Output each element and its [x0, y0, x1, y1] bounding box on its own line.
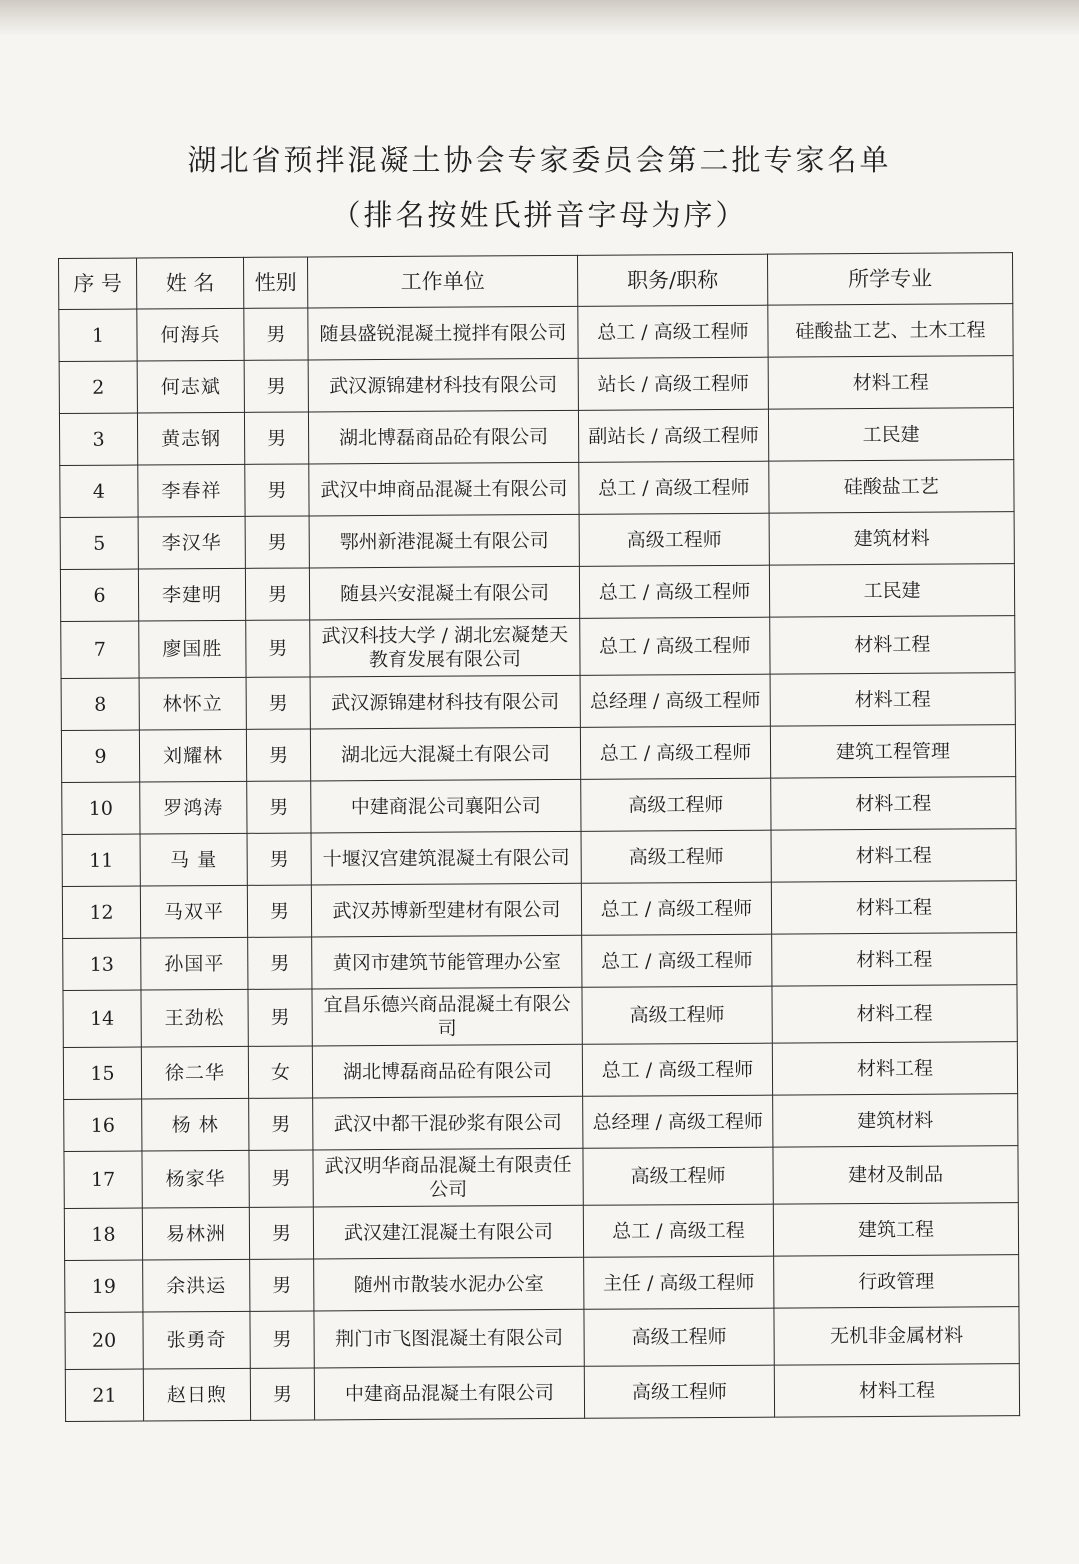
- cell-unit: 湖北博磊商品砼有限公司: [308, 410, 578, 464]
- cell-unit: 武汉源锦建材科技有限公司: [310, 675, 580, 729]
- cell-title: 总工 / 高级工程师: [579, 461, 769, 514]
- cell-name: 罗鸿涛: [140, 781, 247, 834]
- cell-gender: 男: [245, 464, 309, 516]
- cell-gender: 男: [246, 620, 310, 677]
- cell-unit: 十堰汉宫建筑混凝土有限公司: [311, 831, 581, 885]
- cell-title: 总经理 / 高级工程师: [583, 1095, 773, 1148]
- cell-no: 5: [60, 517, 138, 569]
- cell-unit: 武汉苏博新型建材有限公司: [311, 883, 581, 937]
- cell-unit: 武汉源锦建材科技有限公司: [308, 358, 578, 412]
- cell-major: 材料工程: [770, 616, 1015, 674]
- cell-gender: 女: [248, 1046, 312, 1098]
- cell-name: 李建明: [138, 568, 245, 621]
- cell-name: 王劲松: [141, 989, 248, 1047]
- cell-gender: 男: [250, 1259, 314, 1311]
- cell-unit: 武汉中坤商品混凝土有限公司: [309, 462, 579, 516]
- table-row: [61, 725, 1015, 783]
- cell-major: 建筑工程管理: [770, 725, 1015, 778]
- table-row: [62, 777, 1016, 835]
- cell-title: 总工 / 高级工程师: [580, 617, 770, 675]
- cell-no: 19: [65, 1260, 143, 1312]
- cell-unit: 武汉科技大学 / 湖北宏凝楚天教育发展有限公司: [310, 618, 580, 677]
- expert-list-table: [58, 252, 1020, 1422]
- table-row: [65, 1307, 1019, 1370]
- table-row: [61, 673, 1015, 731]
- cell-name: 杨家华: [142, 1150, 249, 1208]
- cell-major: 材料工程: [770, 673, 1015, 726]
- cell-no: 18: [64, 1208, 142, 1260]
- cell-no: 17: [64, 1151, 142, 1208]
- cell-name: 刘耀林: [139, 729, 246, 782]
- cell-gender: 男: [247, 833, 311, 885]
- col-header-name: 姓 名: [137, 257, 244, 309]
- cell-title: 站长 / 高级工程师: [578, 357, 768, 410]
- cell-title: 总工 / 高级工程师: [582, 934, 772, 987]
- table-row: [61, 616, 1015, 679]
- cell-no: 1: [59, 309, 137, 361]
- cell-name: 余洪运: [143, 1259, 250, 1312]
- cell-gender: 男: [247, 781, 311, 833]
- cell-major: 无机非金属材料: [774, 1307, 1019, 1365]
- cell-unit: 湖北远大混凝土有限公司: [310, 727, 580, 781]
- cell-no: 2: [59, 361, 137, 413]
- table-row: [64, 1146, 1018, 1209]
- table-row: [60, 460, 1014, 518]
- cell-name: 林怀立: [139, 677, 246, 730]
- table-row: [59, 408, 1013, 466]
- table-row: [65, 1364, 1019, 1422]
- cell-no: 9: [61, 730, 139, 782]
- cell-name: 廖国胜: [139, 620, 246, 678]
- cell-unit: 武汉明华商品混凝土有限责任公司: [313, 1148, 583, 1207]
- cell-major: 材料工程: [768, 356, 1013, 409]
- cell-major: 建筑工程: [773, 1203, 1018, 1256]
- cell-unit: 中建商混公司襄阳公司: [311, 779, 581, 833]
- cell-unit: 荆门市飞图混凝土有限公司: [314, 1309, 584, 1368]
- table-row: [65, 1255, 1019, 1313]
- table-row: [62, 881, 1016, 939]
- cell-name: 易林洲: [142, 1207, 249, 1260]
- table-row: [60, 564, 1014, 622]
- document-subtitle: （排名按姓氏拼音字母为序）: [331, 198, 748, 232]
- cell-gender: 男: [247, 885, 311, 937]
- page-top-shadow: [0, 0, 1079, 36]
- cell-name: 马双平: [140, 885, 247, 938]
- cell-no: 11: [62, 834, 140, 886]
- cell-gender: 男: [244, 308, 308, 360]
- cell-title: 总工 / 高级工程师: [578, 305, 768, 358]
- cell-title: 总工 / 高级工程师: [581, 882, 771, 935]
- cell-no: 13: [63, 938, 141, 990]
- cell-name: 徐二华: [141, 1046, 248, 1099]
- cell-title: 主任 / 高级工程师: [584, 1256, 774, 1309]
- cell-unit: 宜昌乐德兴商品混凝土有限公司: [312, 987, 582, 1046]
- cell-unit: 随州市散装水泥办公室: [314, 1257, 584, 1311]
- cell-title: 高级工程师: [584, 1365, 774, 1418]
- cell-major: 硅酸盐工艺: [769, 460, 1014, 513]
- table-row: [59, 304, 1013, 362]
- cell-title: 总工 / 高级工程师: [582, 1043, 772, 1096]
- cell-no: 20: [65, 1312, 143, 1369]
- cell-name: 李春祥: [138, 464, 245, 517]
- cell-gender: 男: [248, 989, 312, 1046]
- cell-no: 10: [62, 782, 140, 834]
- cell-gender: 男: [245, 516, 309, 568]
- cell-name: 赵日煦: [143, 1368, 250, 1421]
- cell-name: 孙国平: [141, 937, 248, 990]
- cell-major: 建材及制品: [773, 1146, 1018, 1204]
- cell-major: 行政管理: [774, 1255, 1019, 1308]
- cell-gender: 男: [249, 1207, 313, 1259]
- cell-gender: 男: [246, 677, 310, 729]
- cell-unit: 中建商品混凝土有限公司: [314, 1366, 584, 1420]
- table-row: [63, 1042, 1017, 1100]
- cell-name: 何志斌: [137, 360, 244, 413]
- cell-title: 高级工程师: [584, 1308, 774, 1366]
- cell-unit: 黄冈市建筑节能管理办公室: [312, 935, 582, 989]
- table-row: [59, 356, 1013, 414]
- cell-gender: 男: [250, 1368, 314, 1420]
- cell-title: 总工 / 高级工程师: [580, 726, 770, 779]
- cell-name: 张勇奇: [143, 1311, 250, 1369]
- cell-major: 工民建: [769, 564, 1014, 617]
- cell-major: 材料工程: [771, 829, 1016, 882]
- table-row: [64, 1203, 1018, 1261]
- cell-major: 材料工程: [771, 881, 1016, 934]
- cell-no: 15: [63, 1047, 141, 1099]
- cell-unit: 武汉中都干混砂浆有限公司: [313, 1096, 583, 1150]
- table-row: [62, 829, 1016, 887]
- cell-title: 总工 / 高级工程师: [579, 565, 769, 618]
- cell-major: 建筑材料: [769, 512, 1014, 565]
- document-title: 湖北省预拌混凝土协会专家委员会第二批专家名单: [187, 143, 892, 177]
- cell-gender: 男: [246, 729, 310, 781]
- cell-name: 李汉华: [138, 516, 245, 569]
- col-header-no: 序 号: [59, 258, 137, 309]
- cell-gender: 男: [248, 937, 312, 989]
- cell-gender: 男: [244, 360, 308, 412]
- cell-no: 16: [64, 1099, 142, 1151]
- col-header-unit: 工作单位: [307, 255, 577, 308]
- table-row: [63, 933, 1017, 991]
- cell-no: 14: [63, 990, 141, 1047]
- cell-major: 材料工程: [771, 777, 1016, 830]
- cell-no: 12: [62, 886, 140, 938]
- cell-name: 马 量: [140, 833, 247, 886]
- cell-gender: 男: [249, 1150, 313, 1207]
- col-header-title: 职务/职称: [577, 254, 767, 306]
- cell-name: 杨 林: [142, 1098, 249, 1151]
- cell-title: 高级工程师: [579, 513, 769, 566]
- cell-unit: 随县兴安混凝土有限公司: [309, 566, 579, 620]
- cell-unit: 随县盛锐混凝土搅拌有限公司: [308, 306, 578, 360]
- cell-gender: 男: [250, 1311, 314, 1368]
- cell-unit: 鄂州新港混凝土有限公司: [309, 514, 579, 568]
- cell-title: 高级工程师: [583, 1147, 773, 1205]
- cell-major: 工民建: [768, 408, 1013, 461]
- cell-no: 21: [65, 1369, 143, 1421]
- cell-major: 建筑材料: [773, 1094, 1018, 1147]
- col-header-major: 所学专业: [767, 253, 1012, 305]
- cell-title: 高级工程师: [581, 778, 771, 831]
- cell-title: 总工 / 高级工程: [583, 1204, 773, 1257]
- cell-title: 高级工程师: [582, 986, 772, 1044]
- cell-no: 3: [59, 413, 137, 465]
- cell-no: 7: [61, 621, 139, 678]
- cell-major: 材料工程: [772, 933, 1017, 986]
- cell-unit: 湖北博磊商品砼有限公司: [312, 1044, 582, 1098]
- cell-gender: 男: [244, 412, 308, 464]
- cell-major: 材料工程: [774, 1364, 1019, 1417]
- cell-title: 高级工程师: [581, 830, 771, 883]
- cell-gender: 男: [245, 568, 309, 620]
- cell-title: 副站长 / 高级工程师: [578, 409, 768, 462]
- cell-no: 4: [60, 465, 138, 517]
- cell-no: 6: [60, 569, 138, 621]
- cell-title: 总经理 / 高级工程师: [580, 674, 770, 727]
- col-header-gender: 性别: [243, 257, 307, 308]
- cell-major: 材料工程: [772, 1042, 1017, 1095]
- cell-no: 8: [61, 678, 139, 730]
- cell-major: 硅酸盐工艺、土木工程: [768, 304, 1013, 357]
- cell-name: 何海兵: [137, 308, 244, 361]
- table-row: [60, 512, 1014, 570]
- table-row: [64, 1094, 1018, 1152]
- table-row: [63, 985, 1017, 1048]
- cell-gender: 男: [249, 1098, 313, 1150]
- cell-major: 材料工程: [772, 985, 1017, 1043]
- cell-name: 黄志钢: [137, 412, 244, 465]
- cell-unit: 武汉建江混凝土有限公司: [313, 1205, 583, 1259]
- table-header-row: [59, 253, 1013, 310]
